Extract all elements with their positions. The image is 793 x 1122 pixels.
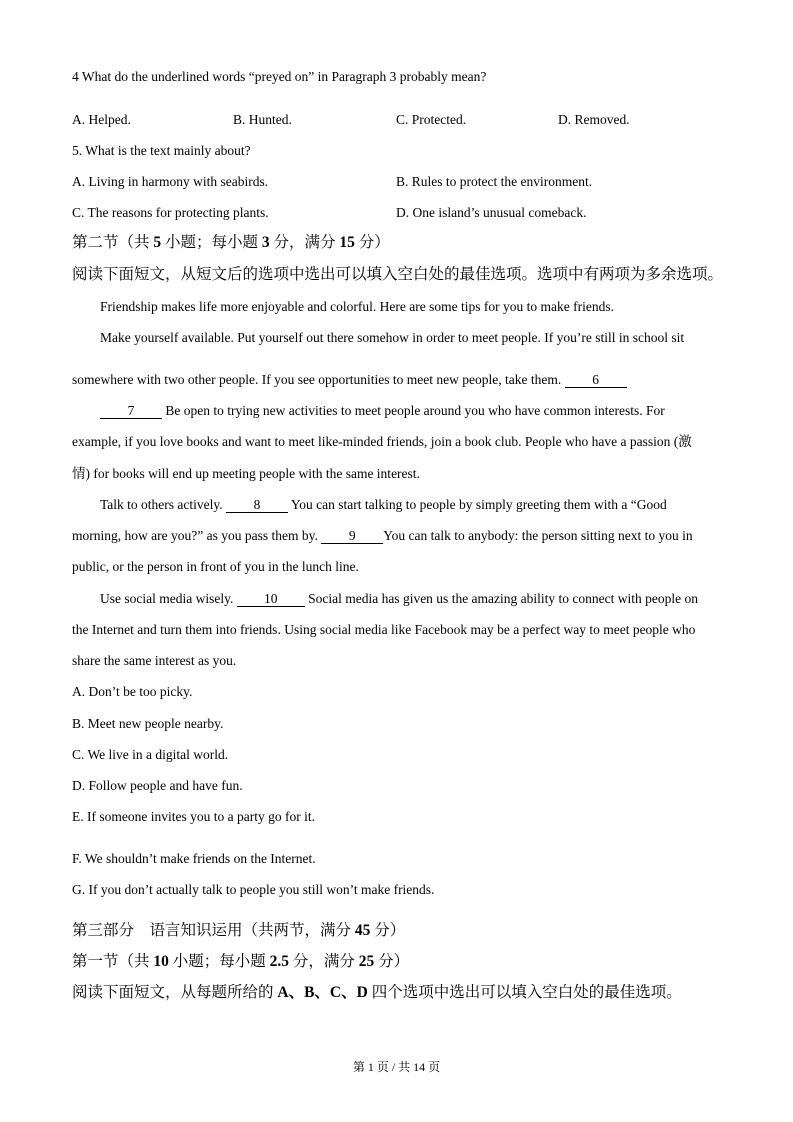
- q5-option-d: D. One island’s unusual comeback.: [396, 205, 587, 220]
- section2-instruction: 阅读下面短文，从短文后的选项中选出可以填入空白处的最佳选项。选项中有两项为多余选项。: [72, 266, 724, 283]
- passage-paragraph-4-line-2: morning, how are you?” as you pass them by. 9 You can talk to anybody: the person sitting next to you in: [72, 528, 693, 543]
- q5-option-a: A. Living in harmony with seabirds.: [72, 174, 269, 189]
- question-4: 4 What do the underlined words “preyed on” in Paragraph 3 probably mean?: [72, 69, 487, 84]
- blank-8: 8: [226, 497, 288, 513]
- blank-9: 9: [321, 528, 383, 544]
- blank-7: 7: [100, 403, 162, 419]
- blank-6: 6: [565, 372, 627, 388]
- passage-paragraph-3-line-3: 情) for books will end up meeting people with the same interest.: [72, 466, 420, 481]
- question-5: 5. What is the text mainly about?: [72, 143, 251, 158]
- page-footer: 第 1 页 / 共 14 页: [352, 1060, 441, 1074]
- passage-paragraph-5-line-1: Use social media wisely. 10 Social media has given us the amazing ability to connect with people on: [100, 591, 698, 606]
- q4-option-a: A. Helped.: [72, 112, 131, 127]
- passage-paragraph-4-line-1: Talk to others actively. 8 You can start talking to people by simply greeting them with a “Good: [100, 497, 667, 512]
- part3-instruction: 阅读下面短文，从每题所给的 A、B、C、D 四个选项中选出可以填入空白处的最佳选项。: [72, 984, 682, 1001]
- q5-option-b: B. Rules to protect the environment.: [396, 174, 593, 189]
- q4-option-c: C. Protected.: [396, 112, 467, 127]
- blank-10: 10: [237, 591, 305, 607]
- passage-option-d: D. Follow people and have fun.: [72, 778, 243, 793]
- passage-paragraph-2-line-2: somewhere with two other people. If you see opportunities to meet new people, take them. 6: [72, 371, 627, 389]
- passage-option-b: B. Meet new people nearby.: [72, 716, 224, 731]
- part3-heading: 第三部分 语言知识运用（共两节，满分 45 分）: [72, 922, 406, 939]
- passage-option-g: G. If you don’t actually talk to people you still won’t make friends.: [72, 882, 435, 897]
- q4-option-d: D. Removed.: [558, 112, 630, 127]
- passage-paragraph-3-line-1: 7 Be open to trying new activities to meet people around you who have common interests. For: [100, 402, 665, 420]
- passage-option-f: F. We shouldn’t make friends on the Internet.: [72, 851, 316, 866]
- part3-section1-heading: 第一节（共 10 小题；每小题 2.5 分，满分 25 分）: [72, 953, 410, 970]
- passage-option-a: A. Don’t be too picky.: [72, 684, 193, 699]
- passage-paragraph-5-line-3: share the same interest as you.: [72, 653, 237, 668]
- passage-paragraph-3-line-2: example, if you love books and want to meet like-minded friends, join a book club. People who have a passion (激: [72, 434, 692, 449]
- section2-heading: 第二节（共 5 小题；每小题 3 分，满分 15 分）: [72, 234, 390, 251]
- passage-option-c: C. We live in a digital world.: [72, 747, 229, 762]
- passage-option-e: E. If someone invites you to a party go for it.: [72, 809, 315, 824]
- passage-paragraph-2-line-1: Make yourself available. Put yourself out there somehow in order to meet people. If you’re still in school sit: [100, 330, 685, 345]
- passage-paragraph-4-line-3: public, or the person in front of you in the lunch line.: [72, 559, 359, 574]
- passage-paragraph-5-line-2: the Internet and turn them into friends. Using social media like Facebook may be a perfect way to meet people who: [72, 622, 696, 637]
- q5-option-c: C. The reasons for protecting plants.: [72, 205, 269, 220]
- q4-option-b: B. Hunted.: [233, 112, 292, 127]
- passage-paragraph-1: Friendship makes life more enjoyable and colorful. Here are some tips for you to make friends.: [100, 299, 614, 314]
